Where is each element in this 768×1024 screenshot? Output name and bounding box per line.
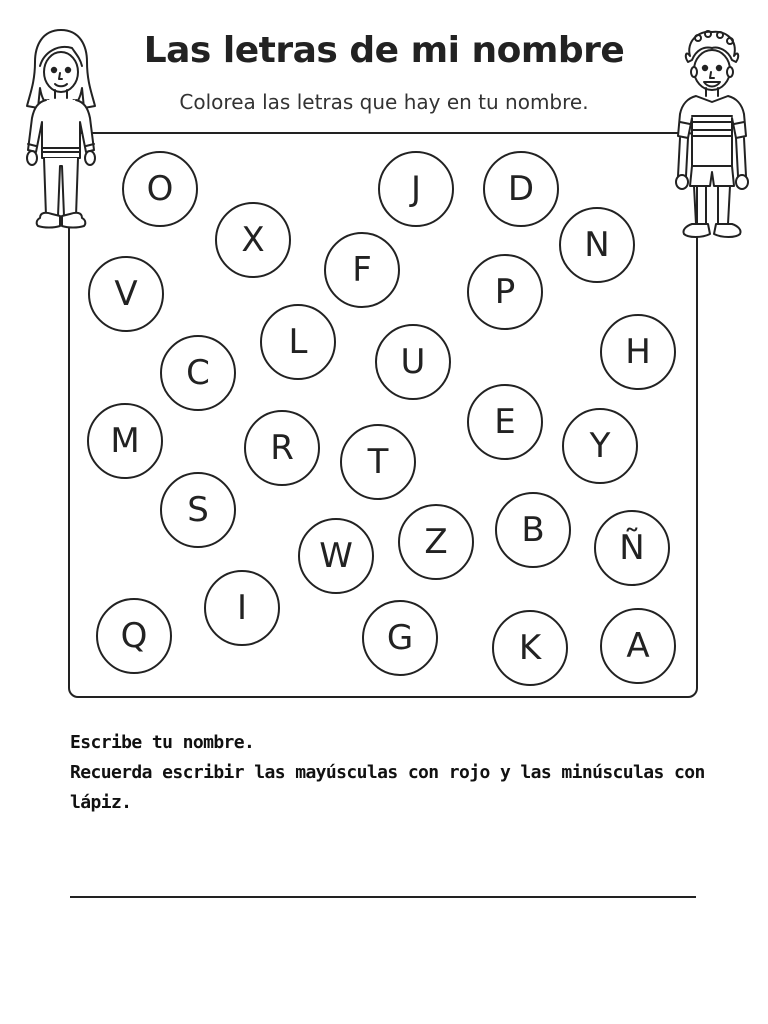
boy-icon — [668, 26, 754, 244]
letter-circle[interactable]: D — [483, 151, 559, 227]
letter-circle[interactable]: J — [378, 151, 454, 227]
instructions-line-2: Recuerda escribir las mayúsculas con rojo y las minúsculas con lápiz. — [70, 762, 705, 813]
page-title: Las letras de mi nombre — [143, 30, 625, 71]
letter-circle[interactable]: N — [559, 207, 635, 283]
letter-circle[interactable]: G — [362, 600, 438, 676]
letter-circle[interactable]: X — [215, 202, 291, 278]
letter-circle[interactable]: B — [495, 492, 571, 568]
letter-circle[interactable]: H — [600, 314, 676, 390]
letter-circle[interactable]: Ñ — [594, 510, 670, 586]
letter-circle[interactable]: F — [324, 232, 400, 308]
letter-circle[interactable]: U — [375, 324, 451, 400]
letter-circle[interactable]: C — [160, 335, 236, 411]
letter-circle[interactable]: Q — [96, 598, 172, 674]
letter-circle[interactable]: P — [467, 254, 543, 330]
letter-circle[interactable]: R — [244, 410, 320, 486]
letter-circle[interactable]: I — [204, 570, 280, 646]
letter-circle[interactable]: S — [160, 472, 236, 548]
letter-circle[interactable]: V — [88, 256, 164, 332]
name-writing-line[interactable] — [70, 896, 696, 898]
letter-circle[interactable]: E — [467, 384, 543, 460]
letter-circle[interactable]: Z — [398, 504, 474, 580]
instructions-block — [70, 728, 710, 818]
instructions-line-1: Escribe tu nombre. — [70, 732, 255, 753]
letter-circle[interactable]: O — [122, 151, 198, 227]
letter-circle[interactable]: T — [340, 424, 416, 500]
letter-circle[interactable]: Y — [562, 408, 638, 484]
letter-circle[interactable]: M — [87, 403, 163, 479]
letter-circle[interactable]: L — [260, 304, 336, 380]
page-subtitle: Colorea las letras que hay en tu nombre. — [179, 90, 589, 114]
letter-circle[interactable]: A — [600, 608, 676, 684]
girl-icon — [18, 26, 104, 238]
letter-circle[interactable]: K — [492, 610, 568, 686]
letter-circle[interactable]: W — [298, 518, 374, 594]
